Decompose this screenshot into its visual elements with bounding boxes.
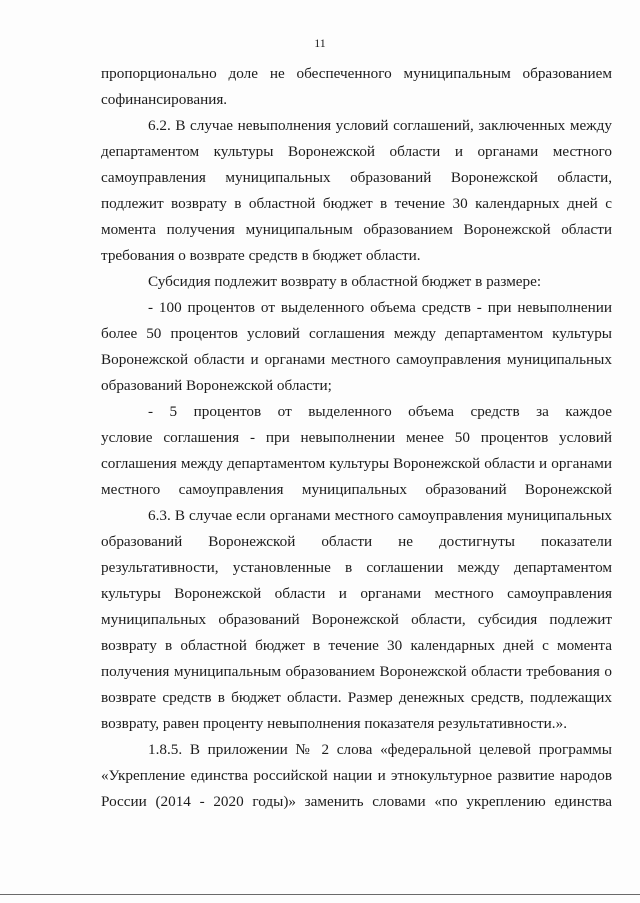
page-number: 11 — [314, 36, 326, 50]
text-line: образований Воронежской области не достигнуты показатели — [101, 533, 612, 550]
document-body — [101, 61, 612, 815]
text-line: самоуправления муниципальных образований Воронежской области, — [101, 169, 612, 186]
text-line: «Укрепление единства российской нации и этнокультурное развитие народов — [101, 767, 612, 784]
paragraph-6-2-line: 6.2. В случае невыполнения условий соглашений, заключенных между — [148, 117, 612, 134]
text-line: получения муниципальным образованием Воронежской области требования о — [101, 663, 612, 680]
text-line: возврату, равен проценту невыполнения показателя результативности.». — [101, 715, 567, 732]
paragraph-6-3-line: 6.3. В случае если органами местного самоуправления муниципальных — [148, 507, 612, 524]
text-line: пропорционально доле не обеспеченного муниципальным образованием — [101, 65, 612, 82]
scan-edge-divider — [0, 894, 640, 895]
text-line: более 50 процентов условий соглашения между департаментом культуры — [101, 325, 612, 342]
text-line: результативности, установленные в соглашении между департаментом — [101, 559, 612, 576]
text-line: возврату в областной бюджет в течение 30 календарных дней с момента — [101, 637, 612, 654]
list-item-line: - 5 процентов от выделенного объема средств за каждое — [148, 403, 612, 420]
text-line: соглашения между департаментом культуры Воронежской области и органами — [101, 455, 612, 472]
text-line: муниципальных образований Воронежской области, субсидия подлежит — [101, 611, 612, 628]
text-line: Воронежской области и органами местного самоуправления муниципальных — [101, 351, 612, 368]
paragraph-1-8-5-line: 1.8.5. В приложении № 2 слова «федеральной целевой программы — [148, 741, 612, 758]
text-line: возврате средств в бюджет области. Размер денежных средств, подлежащих — [101, 689, 612, 706]
text-line: софинансирования. — [101, 91, 228, 108]
text-line: Субсидия подлежит возврату в областной бюджет в размере: — [148, 273, 542, 290]
text-line: России (2014 - 2020 годы)» заменить словами «по укреплению единства — [101, 793, 612, 810]
text-line: департаментом культуры Воронежской области и органами местного — [101, 143, 612, 160]
text-line: образований Воронежской области; — [101, 377, 332, 394]
text-line: культуры Воронежской области и органами местного самоуправления — [101, 585, 612, 602]
text-line: момента получения муниципальным образованием Воронежской области — [101, 221, 612, 238]
text-line: подлежит возврату в областной бюджет в течение 30 календарных дней с — [101, 195, 612, 212]
text-line: условие соглашения - при невыполнении менее 50 процентов условий — [101, 429, 612, 446]
list-item-line: - 100 процентов от выделенного объема средств - при невыполнении — [148, 299, 612, 316]
text-line: местного самоуправления муниципальных образований Воронежской — [101, 481, 612, 498]
text-line: требования о возврате средств в бюджет области. — [101, 247, 421, 264]
